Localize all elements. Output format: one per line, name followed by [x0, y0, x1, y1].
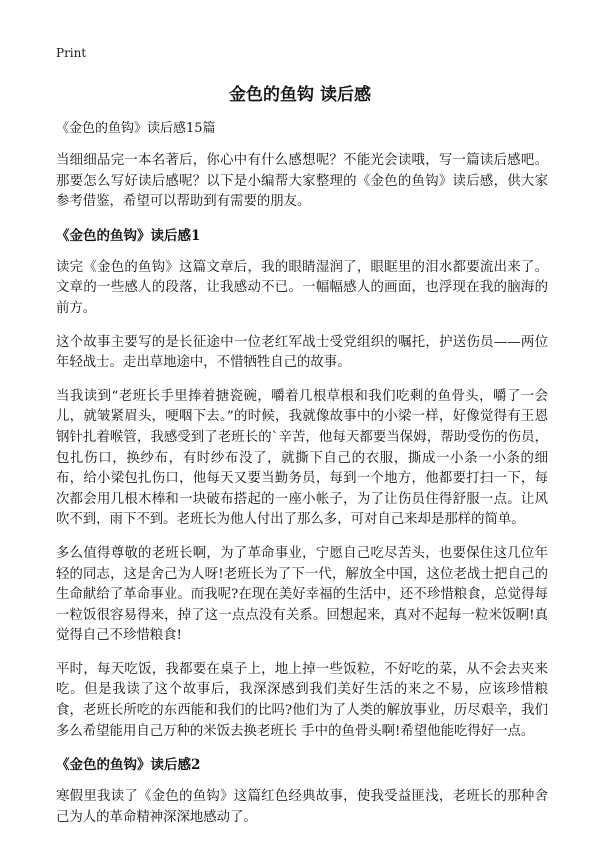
section-1-paragraph: 读完《金色的鱼钩》这篇文章后，我的眼睛湿润了，眼眶里的泪水都要流出来了。文章的一些感人的段落，让我感动不已。一幅幅感人的画面，也浮现在我的脑海的前方。	[56, 259, 548, 316]
intro-paragraph: 当细细品完一本名著后，你心中有什么感想呢？不能光会读哦，写一篇读后感吧。那要怎么写好读后感呢？以下是小编帮大家整理的《金色的鱼钩》读后感，供大家参考借鉴，希望可以帮助到有需要的朋友。	[56, 153, 548, 210]
section-1-paragraph: 当我读到“老班长手里捧着搪瓷碗，嚼着几根草根和我们吃剩的鱼骨头，嚼了一会儿，就皱紧眉头，哽咽下去。”的时候，我就像故事中的小梁一样，好像觉得有王恩钢针扎着喉管，我感受到了老班长的`辛苦，他每天都要当保姆，帮助受伤的伤员，包扎伤口，换纱布，有时纱布没了，就撕下自己的衣服，撕成一小条一小条的细布，给小梁包扎伤口，他每天又要当勤务员，每到一个地方，他都要打扫一下，每次都会用几根木棒和一块破布搭起的一座小帐子，为了让伤员住得舒服一点。让风吹不到，雨下不到。老班长为他人付出了那么多，可对自己来却是那样的简单。	[56, 388, 548, 528]
document-subtitle: 《金色的鱼钩》读后感15篇	[56, 121, 216, 136]
section-1-paragraph: 这个故事主要写的是长征途中一位老红军战士受党组织的嘱托，护送伤员——两位年轻战士。走出草地途中，不惜牺牲自己的故事。	[56, 334, 548, 371]
print-label: Print	[56, 46, 87, 60]
section-2-paragraph: 寒假里我读了《金色的鱼钩》这篇红色经典故事，使我受益匪浅，老班长的那种舍己为人的革命精神深深地感动了。	[56, 789, 548, 825]
document-body	[56, 120, 548, 841]
page-title: 金色的鱼钩 读后感	[229, 85, 371, 105]
section-1-heading: 《金色的鱼钩》读后感1	[56, 227, 201, 244]
section-1-paragraph: 平时，每天吃饭，我都要在桌子上，地上掉一些饭粒，不好吃的菜，从不会去夹来吃。但是我读了这个故事后，我深深感到我们美好生活的来之不易，应该珍惜粮食，老班长所吃的东西能和我们的比吗?他们为了人类的解放事业，历尽艰辛，我们多么希望能用自己万种的米饭去换老班长 手中的鱼骨头啊!希望他能吃得好一点。	[56, 661, 548, 739]
section-2-heading: 《金色的鱼钩》读后感2	[56, 757, 201, 774]
section-1-paragraph: 多么值得尊敬的老班长啊，为了革命事业，宁愿自己吃尽苦头，也要保住这几位年轻的同志，这是舍己为人呀!老班长为了下一代，解放全中国，这位老战士把自己的生命献给了革命事业。而我呢?在现在美好幸福的生活中，还不珍惜粮食，总觉得每一粒饭很容易得来，掉了这一点点没有关系。回想起来，真对不起每一粒米饭啊!真觉得自己不珍惜粮食!	[56, 545, 548, 644]
